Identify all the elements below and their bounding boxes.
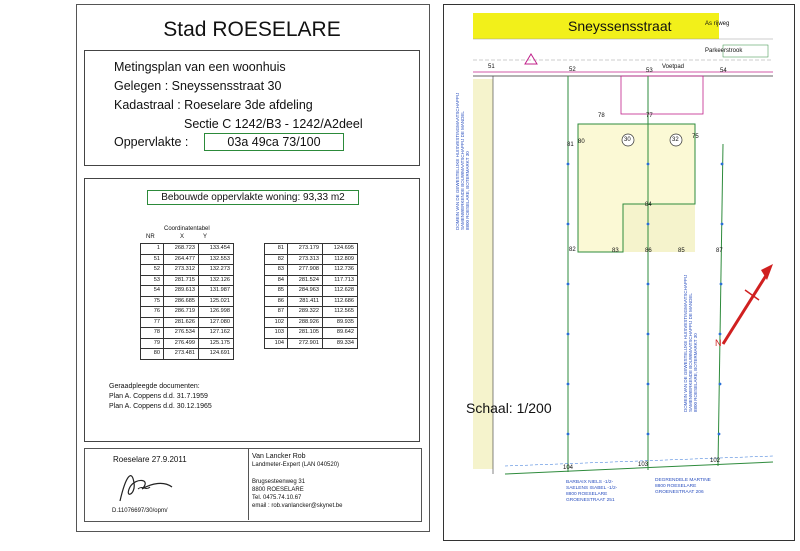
point-number-cell: 84 (265, 275, 288, 286)
point-number-cell: 102 (265, 317, 288, 328)
right-owner-text: DOMEIN VAN DE GEWESTELIJKE HUISVESTINGMAATSCHAPPIJ SAMENWERKENDE BOUWMAATSCHAPPIJ DE MANDEL 8800 ROESELARE, BOTERMARKT 30 (683, 274, 698, 412)
y-coordinate-cell: 132.126 (199, 275, 234, 286)
point-number-cell: 51 (141, 254, 164, 265)
facade-outline (621, 76, 703, 114)
col-nr-header: NR (146, 234, 155, 240)
x-coordinate-cell: 281.524 (288, 275, 323, 286)
point-number-cell: 54 (141, 286, 164, 297)
point-label: 102 (710, 458, 721, 464)
y-coordinate-cell: 132.553 (199, 254, 234, 265)
x-coordinate-cell: 284.963 (288, 286, 323, 297)
signature-scribble (112, 465, 182, 505)
y-coordinate-cell: 89.642 (323, 328, 358, 339)
point-number-cell: 87 (265, 307, 288, 318)
x-coordinate-cell: 276.499 (164, 338, 199, 349)
col-x-header: X (180, 234, 185, 240)
table-row (265, 317, 358, 328)
point-label: 85 (678, 248, 685, 254)
point-label: 52 (569, 67, 576, 73)
point-number-cell: 79 (141, 338, 164, 349)
point-number-cell: 77 (141, 317, 164, 328)
table-row (265, 307, 358, 318)
warning-triangle-icon (525, 54, 537, 64)
x-coordinate-cell: 272.901 (288, 338, 323, 349)
x-coordinate-cell: 268.723 (164, 244, 199, 255)
cadastre: Kadastraal : Roeselare 3de afdeling (114, 98, 313, 112)
bottom-left-owner: BARBAIX NIELS -1/2- SAELENS ISABEL -1/2- 8800 ROESELARE GROENESTRAAT 251 (566, 480, 618, 503)
phone: Tel. 0475.74.10.67 (252, 495, 302, 501)
y-coordinate-cell: 89.334 (323, 338, 358, 349)
table-row (141, 307, 234, 318)
table-row (141, 275, 234, 286)
table-row (141, 286, 234, 297)
y-coordinate-cell: 127.162 (199, 328, 234, 339)
point-label: 53 (646, 68, 653, 74)
table-row (265, 265, 358, 276)
point-number-cell: 80 (141, 349, 164, 360)
house-number: 32 (672, 137, 679, 143)
x-coordinate-cell: 289.613 (164, 286, 199, 297)
point-number-cell: 81 (265, 244, 288, 255)
y-coordinate-cell: 133.454 (199, 244, 234, 255)
axis-label: As rijweg (705, 21, 730, 27)
x-coordinate-cell: 281.105 (288, 328, 323, 339)
y-coordinate-cell: 112.736 (323, 265, 358, 276)
site-plan (443, 4, 800, 544)
table-row (265, 275, 358, 286)
point-label: 87 (716, 248, 723, 254)
coord-table-right (264, 243, 358, 349)
y-coordinate-cell: 126.998 (199, 307, 234, 318)
section: Sectie C 1242/B3 - 1242/A2deel (184, 117, 363, 131)
point-label: 84 (645, 202, 652, 208)
y-coordinate-cell: 112.686 (323, 296, 358, 307)
area-label: Oppervlakte : (114, 135, 189, 149)
point-number-cell: 83 (265, 265, 288, 276)
document-item: Plan A. Coppens d.d. 30.12.1965 (109, 403, 212, 410)
point-label: 104 (563, 465, 574, 471)
table-row (265, 328, 358, 339)
table-row (141, 296, 234, 307)
table-row (141, 349, 234, 360)
x-coordinate-cell: 281.411 (288, 296, 323, 307)
x-coordinate-cell: 273.313 (288, 254, 323, 265)
point-label: 83 (612, 248, 619, 254)
coord-table-left (140, 243, 234, 360)
street-name: Sneyssensstraat (568, 18, 672, 34)
point-label: 77 (646, 113, 653, 119)
point-label: 82 (569, 247, 576, 253)
point-number-cell: 86 (265, 296, 288, 307)
y-coordinate-cell: 89.935 (323, 317, 358, 328)
reference: D.11076697/30/opm/ (112, 508, 168, 514)
x-coordinate-cell: 273.312 (164, 265, 199, 276)
documents-heading: Geraadpleegde documenten: (109, 383, 200, 390)
point-label: 51 (488, 64, 495, 70)
point-number-cell: 78 (141, 328, 164, 339)
table-row (265, 296, 358, 307)
parking-label: Parkeerstrook (705, 48, 743, 54)
point-number-cell: 1 (141, 244, 164, 255)
address-line: 8800 ROESELARE (252, 487, 304, 493)
place-date: Roeselare 27.9.2011 (113, 455, 187, 464)
point-number-cell: 82 (265, 254, 288, 265)
y-coordinate-cell: 112.809 (323, 254, 358, 265)
built-area: Bebouwde oppervlakte woning: 93,33 m2 (147, 190, 359, 205)
y-coordinate-cell: 125.021 (199, 296, 234, 307)
table-row (141, 254, 234, 265)
y-coordinate-cell: 131.987 (199, 286, 234, 297)
address-line: Brugsesteenweg 31 (252, 479, 306, 485)
x-coordinate-cell: 289.322 (288, 307, 323, 318)
point-label: 103 (638, 462, 649, 468)
point-number-cell: 52 (141, 265, 164, 276)
y-coordinate-cell: 127.080 (199, 317, 234, 328)
location: Gelegen : Sneyssensstraat 30 (114, 79, 282, 93)
point-label: 80 (578, 139, 585, 145)
y-coordinate-cell: 117.713 (323, 275, 358, 286)
north-arrow-icon (723, 264, 773, 344)
point-number-cell: 103 (265, 328, 288, 339)
x-coordinate-cell: 288.926 (288, 317, 323, 328)
y-coordinate-cell: 125.175 (199, 338, 234, 349)
point-label: 75 (692, 134, 699, 140)
x-coordinate-cell: 264.477 (164, 254, 199, 265)
x-coordinate-cell: 286.685 (164, 296, 199, 307)
table-row (141, 317, 234, 328)
email: email : rob.vanlancker@skynet.be (252, 503, 343, 509)
left-owner-text: DOMEIN VAN DE GEWESTELIJKE HUISVESTINGMAATSCHAPPIJ SAMENWERKENDE BOUWMAATSCHAPPIJ DE MANDEL 8800 ROESELARE, BOTERMARKT 30 (455, 92, 470, 230)
coord-table-title: Coordinatentabel (164, 226, 210, 232)
subtitle: Metingsplan van een woonhuis (114, 60, 286, 74)
house-number: 30 (624, 137, 631, 143)
y-coordinate-cell: 112.628 (323, 286, 358, 297)
boundary-right (718, 144, 723, 466)
x-coordinate-cell: 277.908 (288, 265, 323, 276)
scale-label: Schaal: 1/200 (466, 400, 552, 416)
north-label: N (715, 338, 722, 348)
x-coordinate-cell: 286.719 (164, 307, 199, 318)
table-row (141, 244, 234, 255)
y-coordinate-cell: 124.695 (323, 244, 358, 255)
document-item: Plan A. Coppens d.d. 31.7.1959 (109, 393, 208, 400)
table-row (265, 338, 358, 349)
table-row (265, 286, 358, 297)
point-label: 86 (645, 248, 652, 254)
x-coordinate-cell: 281.715 (164, 275, 199, 286)
table-row (141, 328, 234, 339)
bottom-right-owner: DEGRENDELE MARTINE 8800 ROESELARE GROENESTRAAT 206 (655, 478, 711, 495)
y-coordinate-cell: 124.691 (199, 349, 234, 360)
page-title: Stad ROESELARE (163, 18, 341, 41)
y-coordinate-cell: 132.273 (199, 265, 234, 276)
y-coordinate-cell: 112.565 (323, 307, 358, 318)
point-label: 81 (567, 142, 574, 148)
point-label: 54 (720, 68, 727, 74)
table-row (141, 338, 234, 349)
col-y-header: Y (203, 234, 208, 240)
surveyor-name: Van Lancker Rob (252, 453, 306, 460)
point-label: 78 (598, 113, 605, 119)
table-row (141, 265, 234, 276)
point-number-cell: 76 (141, 307, 164, 318)
point-number-cell: 85 (265, 286, 288, 297)
footpath-label: Voetpad (662, 64, 685, 70)
point-number-cell: 104 (265, 338, 288, 349)
signature-divider (248, 448, 249, 520)
x-coordinate-cell: 281.626 (164, 317, 199, 328)
x-coordinate-cell: 276.534 (164, 328, 199, 339)
point-number-cell: 53 (141, 275, 164, 286)
surveyor-title: Landmeter-Expert (LAN 040520) (252, 462, 340, 468)
table-row (265, 244, 358, 255)
area-value: 03a 49ca 73/100 (204, 133, 344, 151)
point-number-cell: 75 (141, 296, 164, 307)
x-coordinate-cell: 273.481 (164, 349, 199, 360)
table-row (265, 254, 358, 265)
x-coordinate-cell: 273.179 (288, 244, 323, 255)
